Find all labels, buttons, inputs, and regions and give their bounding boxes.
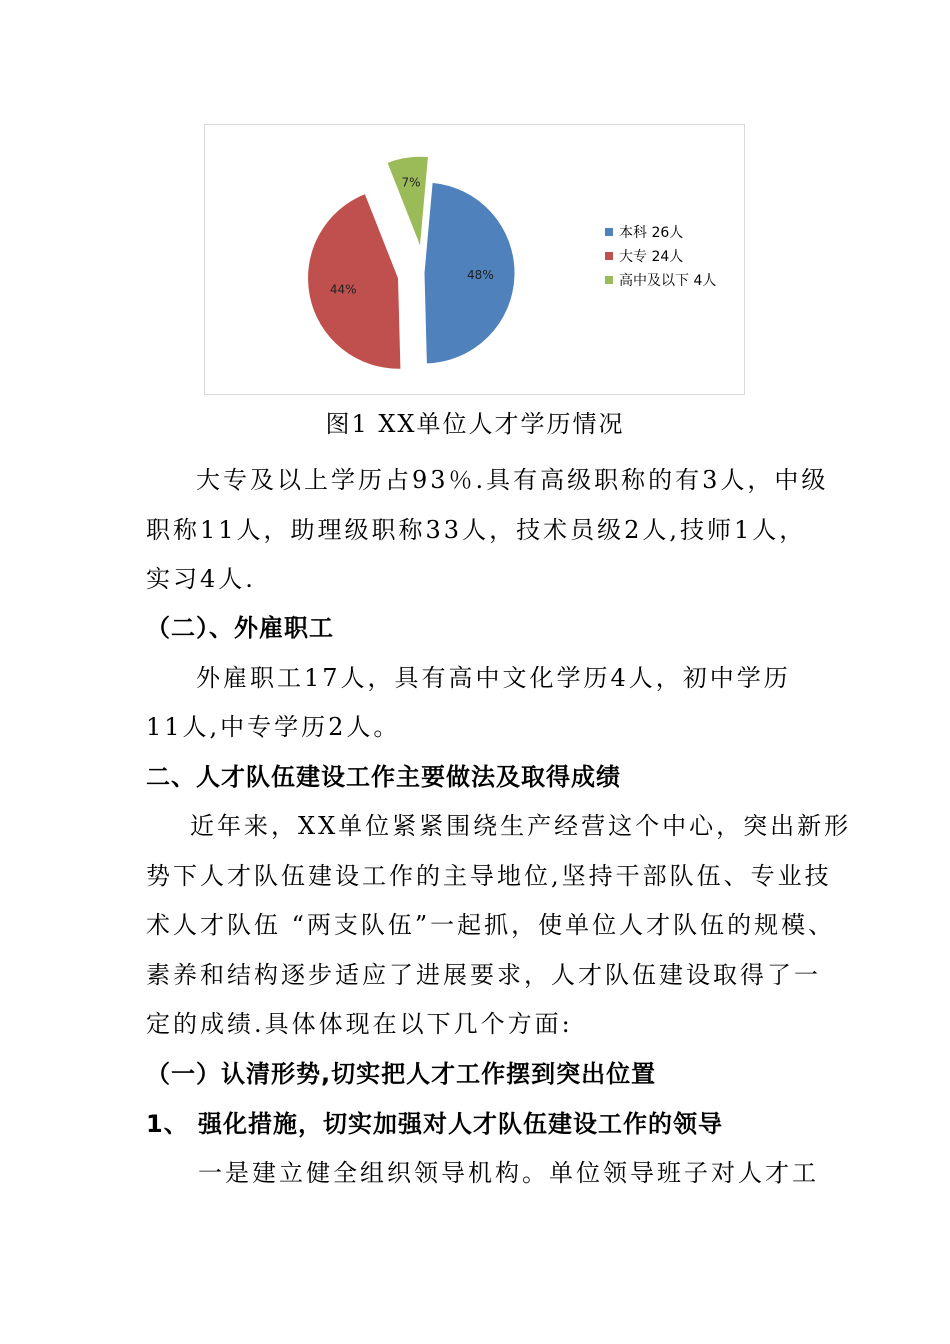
slice-percent-label: 7% <box>401 175 421 190</box>
legend-swatch <box>605 228 613 236</box>
figure-caption: 图1 XX单位人才学历情况 <box>325 410 625 438</box>
subsection-heading: 1、 强化措施，切实加强对人才队伍建设工作的领导 <box>146 1110 724 1138</box>
legend-swatch <box>605 252 613 260</box>
legend-swatch <box>605 276 613 284</box>
paragraph-line: 素养和结构逐步适应了进展要求，人才队伍建设取得了一 <box>146 961 821 989</box>
paragraph-line: 职称11人，助理级职称33人，技术员级2人,技师1人， <box>146 516 807 544</box>
legend-entry: 大专 24人 <box>619 249 684 265</box>
paragraph-line: 定的成绩.具体体现在以下几个方面: <box>146 1010 573 1038</box>
section-heading: 二、人才队伍建设工作主要做法及取得成绩 <box>146 763 621 791</box>
paragraph-line: 外雇职工17人，具有高中文化学历4人，初中学历 <box>196 664 791 692</box>
subsection-heading: （一）认清形势,切实把人才工作摆到突出位置 <box>146 1060 657 1088</box>
section-heading: （二）、外雇职工 <box>146 614 334 642</box>
slice-percent-label: 48% <box>467 267 494 282</box>
legend-entry: 高中及以下 4人 <box>619 273 717 289</box>
paragraph-line: 大专及以上学历占93％.具有高级职称的有3人，中级 <box>196 466 829 494</box>
slice-percent-label: 44% <box>329 282 357 297</box>
paragraph-line: 11人,中专学历2人。 <box>146 713 401 741</box>
paragraph-line: 术人才队伍 “两支队伍”一起抓，使单位人才队伍的规模、 <box>146 911 836 939</box>
legend-entry: 本科 26人 <box>619 225 684 241</box>
paragraph-line: 近年来，XX单位紧紧围绕生产经营这个中心，突出新形 <box>190 812 852 840</box>
pie-chart-svg <box>205 125 746 396</box>
pie-slice <box>308 194 401 370</box>
pie-slice <box>387 156 429 247</box>
paragraph-line: 实习4人. <box>146 565 256 593</box>
pie-chart <box>204 124 745 395</box>
paragraph-line: 势下人才队伍建设工作的主导地位,坚持干部队伍、专业技 <box>146 862 832 890</box>
paragraph-line: 一是建立健全组织领导机构。单位领导班子对人才工 <box>198 1159 819 1187</box>
